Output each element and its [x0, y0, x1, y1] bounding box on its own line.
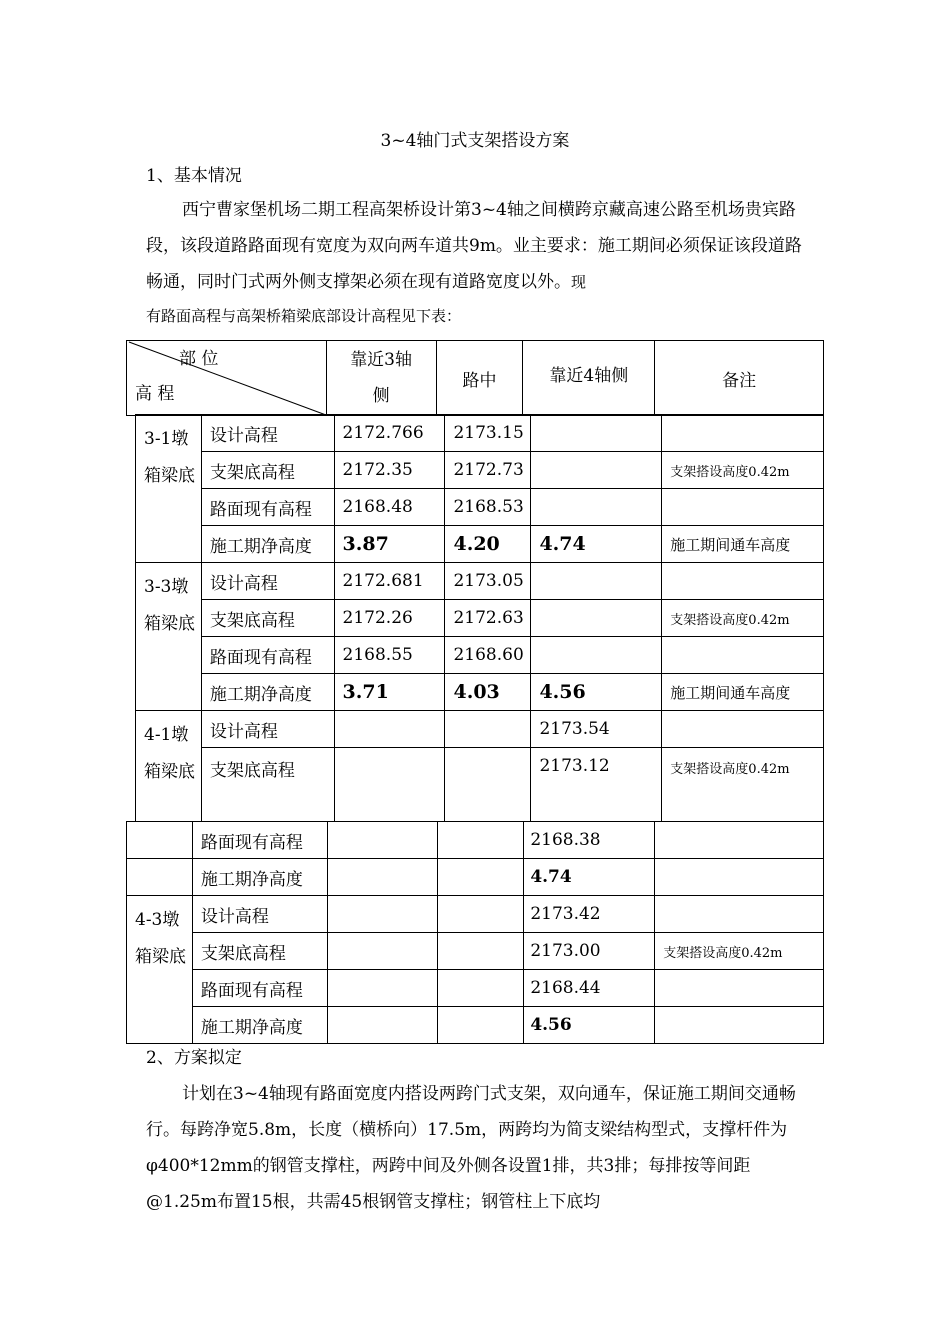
cell-near4: 2173.54: [531, 711, 662, 748]
table-row: [136, 748, 824, 822]
section2-paragraph: [146, 1076, 808, 1220]
cell-mid: [445, 711, 531, 748]
cell-mid: 2173.15: [445, 415, 531, 452]
cell-near4: 4.56: [531, 674, 662, 711]
row-label: 设计高程: [201, 563, 334, 600]
table-row: [127, 859, 824, 896]
row-label: 施工期净高度: [201, 526, 334, 563]
col-road-middle: 路中: [436, 341, 523, 416]
empty-group-cell: [127, 859, 193, 896]
table-row: [136, 415, 824, 452]
cell-note: 支架搭设高度0.42m: [662, 748, 824, 822]
section1-paragraph: [146, 192, 808, 332]
diagonal-header-cell: [127, 341, 327, 416]
cell-near4: 4.74: [524, 859, 655, 896]
row-label: 路面现有高程: [201, 637, 334, 674]
cell-note: 支架搭设高度0.42m: [662, 452, 824, 489]
table-row: [136, 600, 824, 637]
table-row: [127, 822, 824, 859]
row-label: 路面现有高程: [192, 970, 327, 1007]
cell-mid: [438, 970, 524, 1007]
cell-mid: 2172.63: [445, 600, 531, 637]
cell-mid: [438, 1007, 524, 1044]
cell-near3: 2168.48: [334, 489, 445, 526]
cell-mid: [438, 859, 524, 896]
cell-note: [655, 896, 824, 933]
cell-near3: 3.71: [334, 674, 445, 711]
row-label: 施工期净高度: [192, 1007, 327, 1044]
cell-near3: [327, 933, 438, 970]
cell-mid: 4.03: [445, 674, 531, 711]
table-row: [136, 563, 824, 600]
row-label: 支架底高程: [192, 933, 327, 970]
cell-mid: [438, 822, 524, 859]
cell-near4: [531, 452, 662, 489]
cell-near3: [327, 822, 438, 859]
cell-near4: [531, 637, 662, 674]
cell-near4: [531, 563, 662, 600]
elevation-table-header: [126, 340, 824, 416]
elevation-table-body-1: [135, 414, 824, 822]
cell-mid: 2173.05: [445, 563, 531, 600]
cell-near3: 3.87: [334, 526, 445, 563]
cell-note: 施工期间通车高度: [662, 526, 824, 563]
section2-text: 计划在3~4轴现有路面宽度内搭设两跨门式支架，双向通车，保证施工期间交通畅行。每跨净宽5.8m，长度（横桥向）17.5m，两跨均为简支梁结构型式，支撑杆件为φ400*12mm的钢管支撑柱，两跨中间及外侧各设置1排，共3排；每排按等间距@1.25m布置15根，共需45根钢管支撑柱；钢管柱上下底均: [146, 1084, 796, 1212]
cell-near3: [327, 896, 438, 933]
cell-note: [655, 822, 824, 859]
row-label: 路面现有高程: [201, 489, 334, 526]
table-row: [136, 526, 824, 563]
row-label: 设计高程: [201, 415, 334, 452]
section1-heading: 1、基本情况: [146, 166, 242, 186]
row-label: 设计高程: [201, 711, 334, 748]
table-row: [136, 637, 824, 674]
cell-mid: 2172.73: [445, 452, 531, 489]
cell-near3: 2172.35: [334, 452, 445, 489]
cell-near4: 2168.38: [524, 822, 655, 859]
cell-near4: 4.56: [524, 1007, 655, 1044]
table-row: [136, 711, 824, 748]
table-row: [127, 896, 824, 933]
cell-near4: 2173.12: [531, 748, 662, 822]
cell-near4: [531, 489, 662, 526]
section1-text-2: 有路面高程与高架桥箱梁底部设计高程见下表：: [146, 307, 462, 325]
row-label: 支架底高程: [201, 600, 334, 637]
cell-note: [662, 563, 824, 600]
row-label: 支架底高程: [201, 452, 334, 489]
cell-near4: 2168.44: [524, 970, 655, 1007]
cell-note: 支架搭设高度0.42m: [662, 600, 824, 637]
col-near-axis3: 靠近3轴侧: [326, 341, 436, 416]
cell-note: 支架搭设高度0.42m: [655, 933, 824, 970]
cell-near3: [334, 711, 445, 748]
cell-near4: 2173.00: [524, 933, 655, 970]
table-row: [136, 674, 824, 711]
section1-text-tail: 现: [571, 273, 587, 291]
cell-note: [662, 711, 824, 748]
group-label: 3-1墩箱梁底: [136, 415, 202, 563]
row-label: 支架底高程: [201, 748, 334, 822]
table-row: [127, 933, 824, 970]
cell-near4: 2173.42: [524, 896, 655, 933]
col-near-axis4: 靠近4轴侧: [523, 341, 655, 416]
section1-text: 西宁曹家堡机场二期工程高架桥设计第3~4轴之间横跨京藏高速公路至机场贵宾路段，该段道路路面现有宽度为双向两车道共9m。业主要求：施工期间必须保证该段道路畅通，同时门式两外侧支撑架必须在现有道路宽度以外。: [146, 200, 802, 292]
group-label: 3-3墩箱梁底: [136, 563, 202, 711]
cell-near4: 4.74: [531, 526, 662, 563]
cell-note: [662, 489, 824, 526]
cell-mid: 2168.60: [445, 637, 531, 674]
empty-group-cell: [127, 822, 193, 859]
table-row: [127, 1007, 824, 1044]
cell-near3: [327, 970, 438, 1007]
col-remarks: 备注: [655, 341, 824, 416]
cell-near3: [327, 1007, 438, 1044]
cell-note: 施工期间通车高度: [662, 674, 824, 711]
section2-heading: 2、方案拟定: [146, 1048, 242, 1068]
row-label: 施工期净高度: [201, 674, 334, 711]
header-elevation-label: 高 程: [135, 384, 175, 404]
row-label: 设计高程: [192, 896, 327, 933]
cell-near3: 2168.55: [334, 637, 445, 674]
cell-near3: [327, 859, 438, 896]
cell-near3: 2172.766: [334, 415, 445, 452]
cell-mid: [438, 933, 524, 970]
cell-note: [655, 859, 824, 896]
cell-near3: [334, 748, 445, 822]
table-row: [127, 970, 824, 1007]
table-row: [136, 452, 824, 489]
cell-near3: 2172.681: [334, 563, 445, 600]
cell-note: [662, 415, 824, 452]
cell-mid: [438, 896, 524, 933]
group-label: 4-1墩箱梁底: [136, 711, 202, 822]
cell-note: [662, 637, 824, 674]
cell-near4: [531, 600, 662, 637]
row-label: 施工期净高度: [192, 859, 327, 896]
cell-near3: 2172.26: [334, 600, 445, 637]
document-title: 3~4轴门式支架搭设方案: [380, 131, 570, 151]
group-label: 4-3墩箱梁底: [127, 896, 193, 1044]
elevation-table-body-2: [126, 821, 824, 1044]
row-label: 路面现有高程: [192, 822, 327, 859]
header-position-label: 部 位: [179, 349, 219, 369]
cell-mid: 2168.53: [445, 489, 531, 526]
cell-note: [655, 1007, 824, 1044]
cell-near4: [531, 415, 662, 452]
table-row: [136, 489, 824, 526]
cell-mid: [445, 748, 531, 822]
cell-mid: 4.20: [445, 526, 531, 563]
cell-note: [655, 970, 824, 1007]
